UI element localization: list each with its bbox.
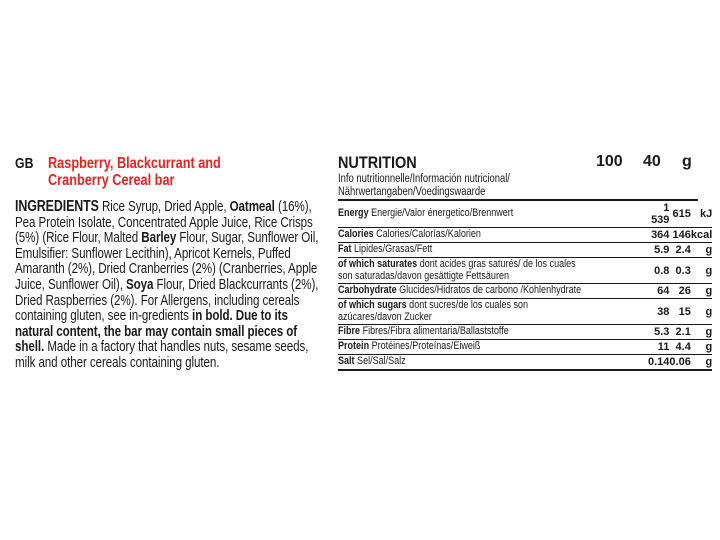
value-per-100g: 0.8 [654,264,670,277]
column-header-40: 40 [643,153,661,170]
nutrition-header [338,153,698,173]
value-unit: g [705,285,713,297]
ingredients-heading: INGREDIENTS [15,198,99,215]
nutrient-name: Salt [338,355,355,368]
value-unit: g [705,356,713,368]
value-per-100g: 64 [657,285,670,297]
nutrition-row [338,299,712,325]
value-per-40g: 2.4 [675,244,691,256]
value-unit: g [705,244,713,256]
value-unit: kcal [690,229,713,241]
value-per-100g: 0.14 [648,356,670,368]
nutrient-name: Protein [338,340,370,353]
nutrient-name: of which sugars [338,299,407,311]
ingredient-allergen: Soya [125,276,154,293]
value-per-40g: 26 [678,285,691,297]
value-per-100g: 364 [651,229,670,241]
nutrient-translations: Energie/Valor énergetico/Brennwert [368,207,514,220]
value-per-100g: 5.3 [654,326,670,338]
ingredient-text: Made in a factory that handles nuts, sesame seeds, milk and other cereals containing gluten. [15,339,309,371]
value-per-40g: 0.06 [669,356,691,368]
nutrition-row [338,243,712,258]
value-per-100g: 5.9 [654,244,670,256]
nutrition-row [338,258,712,284]
nutrient-name: Fat [338,243,352,256]
value-unit: g [705,305,713,318]
nutrition-row [338,284,712,299]
product-title: Raspberry, Blackcurrant and Cranberry Cereal bar [48,155,221,189]
ingredient-text: Rice Syrup, Dried Apple, [98,199,230,215]
nutrition-row [338,201,712,228]
value-per-40g: 0.3 [675,264,691,277]
column-header-unit: g [682,153,692,170]
nutrition-table [338,201,712,371]
nutrient-name: Fibre [338,325,361,338]
nutrition-panel [338,153,713,371]
value-per-40g: 15 [678,305,691,318]
nutrient-name: Carbohydrate [338,284,397,297]
nutrition-subtitle: Info nutritionnelle/Información nutricional/ Nährwertangaben/Voedingswaarde [338,173,510,198]
ingredient-text: Flour, Dried Blackcurrants (2%), Dried Raspberries (2%). For Allergens, including cereals containing gluten, see in-gredients [15,276,319,325]
value-per-40g: 615 [672,208,691,220]
nutrient-translations: Calories/Calorías/Kalorien [373,228,481,241]
nutrient-translations: dont acides gras saturés/ de los cuales son saturadas/davon gesättigte Fettsäuren [338,258,576,282]
nutrient-translations: dont sucres/de los cuales son azúcares/davon Zucker [338,299,529,323]
nutrition-row [338,355,712,371]
value-per-100g: 38 [657,305,670,318]
nutrient-translations: Sel/Sal/Salz [354,355,406,368]
nutrition-row [338,325,712,340]
nutrient-translations: Lipides/Grasas/Fett [351,243,433,256]
value-per-40g: 2.1 [675,326,691,338]
value-per-40g: 146 [672,229,691,241]
value-unit: kJ [700,208,713,220]
nutrient-name: Calories [338,228,374,241]
nutrient-translations: Glucides/Hidratos de carbono /Kohlenhydrate [396,284,582,297]
nutrient-name: of which saturates [338,258,418,270]
nutrition-row [338,228,712,243]
ingredient-text: Flour, Sugar, Sunflower Oil, Emulsifier: Sunflower Lecithin), Apricot Kernels, Puffed Amaranth (2%), Dried Cranberries (2%) (Cranberries, Apple Juice, Sunflower Oil), [15,230,319,293]
ingredient-allergen: Barley [141,230,177,247]
ingredient-text: (16%), Pea Protein Isolate, Concentrated Apple Juice, Rice Crisps (5%) (Rice Flour, Malted [15,199,313,247]
ingredients-text [15,199,327,372]
nutrition-row [338,340,712,355]
nutrition-title: NUTRITION [338,153,417,172]
nutrient-translations: Protéines/Proteínas/Eiweiß [369,340,481,353]
ingredients-body [15,199,318,371]
value-unit: g [705,326,713,338]
nutrient-translations: Fibres/Fibra alimentaria/Ballaststoffe [360,325,509,338]
ingredient-allergen: in bold. Due to its natural content, the bar may contain small pieces of shell. [15,308,298,356]
ingredient-allergen: Oatmeal [229,199,275,215]
value-per-100g: 1 539 [651,202,670,226]
column-header-100: 100 [596,153,623,170]
nutrient-name: Energy [338,207,369,220]
country-code: GB [15,155,34,172]
value-unit: g [705,264,713,277]
value-per-40g: 4.4 [675,341,691,353]
value-per-100g: 11 [657,341,670,353]
value-unit: g [705,341,713,353]
